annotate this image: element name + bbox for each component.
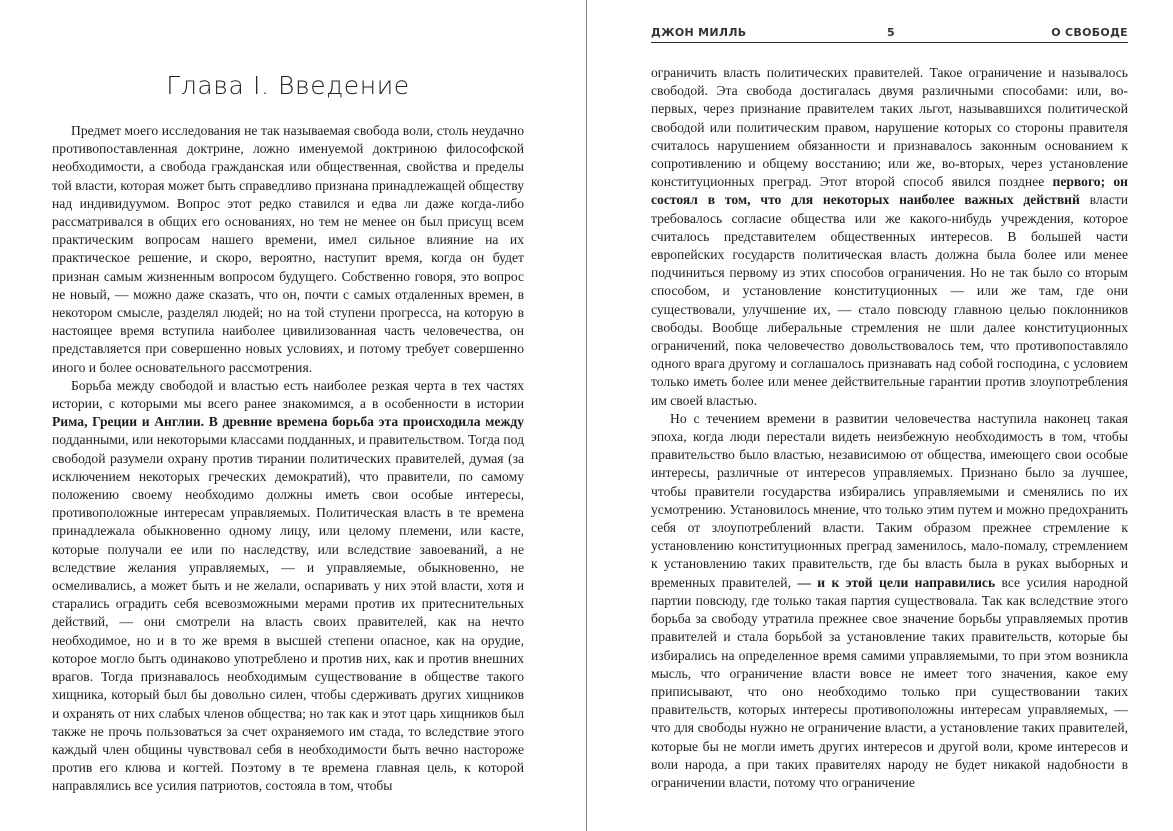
- right-page-text: [651, 64, 1128, 792]
- header-author: ДЖОН МИЛЛЬ: [651, 26, 747, 39]
- left-page: [0, 0, 586, 831]
- right-paragraph-2: [651, 410, 1128, 792]
- left-page-text: [52, 122, 524, 796]
- bold-text-run: — и к этой цели направились: [797, 574, 996, 590]
- header-book-title: О СВОБОДЕ: [1051, 26, 1128, 39]
- right-page: [587, 0, 1173, 831]
- running-header: [651, 26, 1128, 43]
- left-paragraph-1: [52, 122, 524, 377]
- chapter-title: Глава I. Введение: [166, 71, 410, 100]
- text-run: ограничить власть политических правителей. Такое ограничение и называлось свободой. Эта свобода достигалась двумя различными способами: или, во-первых, через признание правителем таких льгот, называвшихся политической свободой или политическим правом, нарушение которых со стороны правителя считалось нарушением обязанности и признавалось законным основанием к сопротивлению и общему восстанию; или же, во-вторых, через установление конституционных преград. Этот второй способ явился позднее: [651, 65, 1128, 190]
- text-run: власти требовалось согласие общества или же какого-нибудь учреждения, которое считалось представителем общественных интересов. В большей части европейских государств политическая власть должна была более или менее подчиниться первому из этих способов ограничения. Но не так было со вторым способом, и установление конституционных — или же там, где они существовали, улучшение их, — стало повсюду главною целью поклонников свободы. Вообще либеральные стремления не шли далее конституционных ограничений, пока человечество довольствовалось тем, что противопоставляло одного врага другому и соглашалось признавать над собой господина, с условием только иметь более или менее действительные гарантии против злоупотребления им своей властью.: [651, 192, 1128, 408]
- header-page-number: 5: [887, 26, 895, 39]
- bold-text-run: первого; он состоял в том, что для некоторых наиболее важных действий: [651, 174, 1128, 208]
- text-run: подданными, или некоторыми классами подданных, и правительством. Тогда под свободой разумели охрану против тирании политических правителей, думая (за исключением некоторых греческих демократий), что правители, по самому положению своему необходимо должны иметь свои особые интересы, противоположные интересам управляемых. Политическая власть в те времена принадлежала обыкновенно одному лицу, или целому племени, или касте, которые получали ее или по наследству, или вследствие завоеваний, а не вследствие желания управляемых, — и управляемые, обыкновенно, не осмеливались, а может быть и не желали, оспаривать у них этой власти, хотя и старались оградить себя всевозможными мерами против их притеснительных действий, — они смотрели на власть своих правителей, как на нечто необходимое, но и в то же время в высшей степени опасное, как на орудие, которое могло быть одинаково употреблено и против них, как и против внешних врагов. Тогда признавалось необходимым существование в обществе такого хищника, который был бы довольно силен, чтобы сдерживать других хищников и охранять от них слабых членов общества; но так как и этот царь хищников был также не прочь пользоваться за счет охраняемого им стада, то вследствие этого каждый член общины чувствовал себя в необходимости быть вечно настороже против его клюва и когтей. Поэтому в те времена главная цель, к которой направлялись все усилия патриотов, состояла в том, чтобы: [52, 432, 524, 794]
- text-run: Борьба между свободой и властью есть наиболее резкая черта в тех частях истории, с которыми мы всего ранее знакомимся, а в особенности в истории: [52, 377, 524, 412]
- text-run: Но с течением времени в развитии человечества наступила наконец такая эпоха, когда люди перестали видеть неизбежную необходимость в том, чтобы правительство было властью, независимою от общества, имеющего свои особые интересы, различные от интересов управляемых. Признано было за лучшее, чтобы правители государства избирались управляемыми и сменялись по их усмотрению. Установилось мнение, что только этим путем и можно предохранить себя от злоупотреблений власти. Таким образом прежнее стремление к установлению конституционных преград заменилось, мало-помалу, стремлением к установлению таких правительств, где бы власть была в руках выборных и временных правителей,: [651, 410, 1128, 590]
- text-run: Предмет моего исследования не так называемая свобода воли, столь неудачно противопоставленная доктрине, ложно именуемой доктриною философской необходимости, а свобода гражданская или общественная, свойства и пределы той власти, которая может быть справедливо признана принадлежащей обществу над индивидуумом. Вопрос этот редко ставился и едва ли даже когда-либо рассматривался в общих его основаниях, но тем не менее он был присущ всем практическим вопросам нашего времени, имел сильное влияние на их практическое решение, и скоро, вероятно, наступит время, когда он будет признан самым жизненным вопросом будущего. Собственно говоря, это вопрос не новый, — можно даже сказать, что он, почти с самых отдаленных времен, в некотором смысле, разделял людей; но на той ступени прогресса, на которую в настоящее время вступила наиболее цивилизованная часть человечества, он представляется при совершенно новых условиях, и потому требует совершенно иного и более основательного рассмотрения.: [52, 123, 524, 375]
- text-run: все усилия народной партии повсюду, где только такая партия существовала. Так как вследствие этого борьба за свободу утратила прежнее свое значение борьбы управляемых против правителей и стала борьбой за установление таких правительств, которые бы избирались на определенное время самими управляемыми, то при этом возникла мысль, что ограничение власти вовсе не имеет того значения, какое ему приписывают, что оно необходимо только при существовании таких правительств, которых интересы противоположны интересам управляемых, — что для свободы нужно не ограничение власти, а установление таких правителей, которые бы не могли иметь других интересов и другой воли, кроме интересов и воли народа, а при таких правителях народу не будет никакой надобности в ограничении власти, потому что ограничение: [651, 574, 1128, 790]
- right-paragraph-1: [651, 64, 1128, 410]
- left-paragraph-2: [52, 377, 524, 796]
- bold-text-run: Рима, Греции и Англии. В древние времена борьба эта происходила между: [52, 414, 524, 430]
